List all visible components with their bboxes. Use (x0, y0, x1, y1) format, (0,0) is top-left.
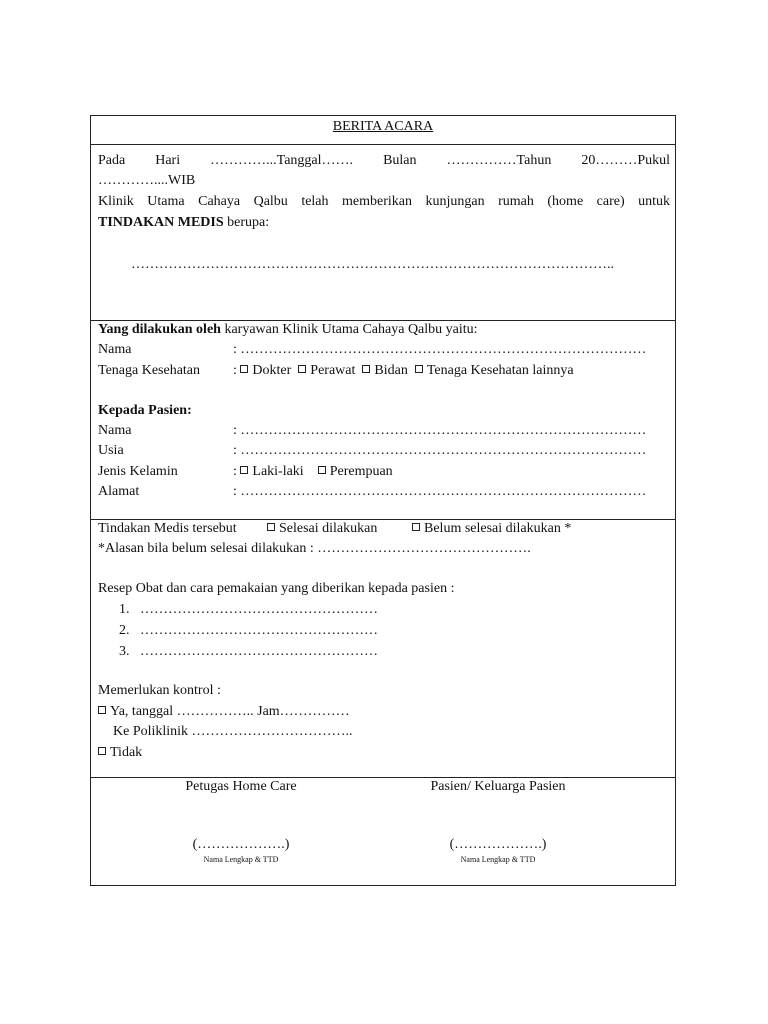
berita-acara-form (90, 115, 676, 886)
checkbox-ya[interactable] (98, 706, 106, 714)
checkbox-perawat[interactable] (298, 365, 306, 373)
petugas-title: Petugas Home Care (185, 779, 297, 794)
staff-heading (98, 322, 478, 338)
intro-word: Qalbu (253, 194, 288, 209)
checkbox-laki-laki[interactable] (240, 466, 248, 474)
tindakan-line (98, 215, 269, 231)
resep-dots: …………………………………………… (140, 623, 378, 638)
intro-word: rumah (498, 194, 534, 209)
date-word: Pada (98, 153, 126, 168)
patient-heading-bold: Kepada Pasien: (98, 403, 192, 418)
checkbox-perempuan[interactable] (318, 466, 326, 474)
option-ya: Ya, tanggal …………….. Jam…………… (110, 704, 350, 719)
status-selesai (267, 521, 377, 537)
intro-word: (home (547, 194, 584, 209)
resep-item (119, 644, 378, 660)
resep-dots: …………………………………………… (140, 602, 378, 617)
resep-item (119, 602, 378, 618)
pasien-signature-line: (……………….) (449, 837, 547, 852)
option-belum: Belum selesai dilakukan * (424, 521, 572, 536)
intro-word: memberikan (342, 194, 413, 209)
intro-word: untuk (638, 194, 671, 209)
option-bidan: Bidan (374, 363, 408, 378)
checkbox-selesai[interactable] (267, 523, 275, 531)
gender-colon: : (233, 464, 237, 479)
patient-name-label: Nama (98, 423, 132, 438)
intro-word: Utama (147, 194, 185, 209)
patient-age-field: : …………………………………………………………………………… (233, 443, 647, 458)
petugas-signature-line: (……………….) (192, 837, 290, 852)
checkbox-tenaga-lain[interactable] (415, 365, 423, 373)
resep-heading: Resep Obat dan cara pemakaian yang diberikan kepada pasien : (98, 581, 455, 596)
staff-heading-bold: Yang dilakukan oleh (98, 322, 221, 337)
resep-item (119, 623, 378, 639)
date-word: Hari (155, 153, 181, 168)
resep-number: 3. (119, 644, 130, 659)
intro-word: kunjungan (425, 194, 485, 209)
checkbox-belum[interactable] (412, 523, 420, 531)
resep-dots: …………………………………………… (140, 644, 378, 659)
patient-age-label: Usia (98, 443, 124, 458)
checkbox-dokter[interactable] (240, 365, 248, 373)
option-tenaga-lain: Tenaga Kesehatan lainnya (426, 363, 574, 378)
date-word: 20………Pukul (581, 153, 671, 168)
intro-word: telah (301, 194, 329, 209)
title-row (91, 116, 675, 144)
status-belum (412, 521, 571, 537)
gender-label: Jenis Kelamin (98, 464, 178, 479)
date-line (98, 153, 670, 169)
intro-word: Cahaya (198, 194, 241, 209)
date-word: …………...Tanggal……. (210, 153, 354, 168)
staff-name-label: Nama (98, 342, 132, 357)
status-label: Tindakan Medis tersebut (98, 521, 237, 536)
resep-number: 2. (119, 623, 130, 638)
resep-number: 1. (119, 602, 130, 617)
tenaga-options (233, 363, 574, 379)
staff-heading-rest: karyawan Klinik Utama Cahaya Qalbu yaitu: (220, 322, 478, 337)
tindakan-medis-label: TINDAKAN MEDIS (98, 215, 224, 230)
intro-word: Klinik (98, 194, 134, 209)
date-word: Bulan (383, 153, 417, 168)
tindakan-dots: ………………………………………………………………………………………….. (131, 257, 614, 272)
checkbox-bidan[interactable] (362, 365, 370, 373)
kontrol-tidak (98, 745, 142, 761)
tenaga-colon: : (233, 363, 237, 378)
petugas-caption: Nama Lengkap & TTD (203, 855, 279, 864)
alasan-line: *Alasan bila belum selesai dilakukan : ………………………………………. (98, 541, 531, 556)
pasien-caption: Nama Lengkap & TTD (460, 855, 536, 864)
option-tidak: Tidak (110, 745, 143, 760)
kontrol-ya (98, 704, 350, 720)
action-section (91, 519, 675, 777)
option-perempuan: Perempuan (329, 464, 393, 479)
intro-statement (98, 194, 670, 210)
intro-section (91, 144, 675, 320)
poliklinik-line: Ke Poliklinik …………………………….. (113, 724, 353, 739)
address-label: Alamat (98, 484, 140, 499)
intro-word: care) (596, 194, 625, 209)
form-title: BERITA ACARA (332, 119, 434, 134)
patient-name-field: : …………………………………………………………………………… (233, 423, 647, 438)
address-field: : …………………………………………………………………………… (233, 484, 647, 499)
patient-heading (98, 403, 192, 419)
staff-patient-section (91, 320, 675, 519)
gender-options (233, 464, 393, 480)
tenaga-label: Tenaga Kesehatan (98, 363, 201, 378)
option-dokter: Dokter (252, 363, 292, 378)
time-line: …………....WIB (98, 173, 196, 188)
berupa-label: berupa: (223, 215, 270, 230)
option-laki-laki: Laki-laki (252, 464, 304, 479)
option-perawat: Perawat (310, 363, 356, 378)
option-selesai: Selesai dilakukan (279, 521, 378, 536)
pasien-title: Pasien/ Keluarga Pasien (430, 779, 566, 794)
date-word: ……………Tahun (446, 153, 552, 168)
staff-name-field: : …………………………………………………………………………… (233, 342, 647, 357)
signature-section (91, 777, 675, 885)
checkbox-tidak[interactable] (98, 747, 106, 755)
kontrol-heading: Memerlukan kontrol : (98, 683, 221, 698)
